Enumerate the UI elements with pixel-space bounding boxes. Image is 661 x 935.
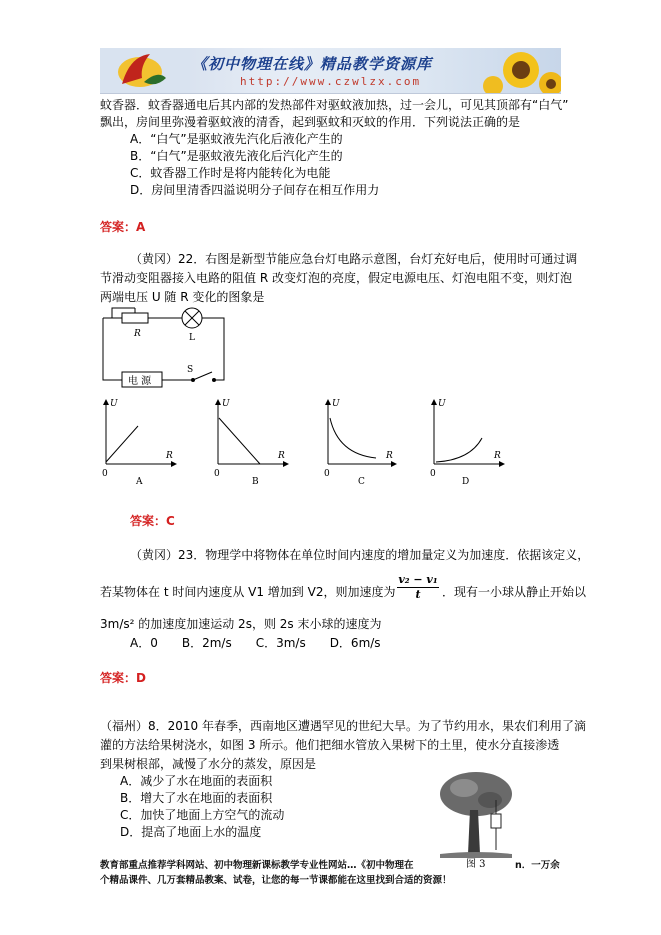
graph-a [102, 399, 174, 487]
graph-b-axis-r: R [278, 451, 285, 461]
q4-option-c: C．加快了地面上方空气的流动 [120, 808, 285, 822]
graph-c-origin: 0 [324, 469, 330, 479]
banner-title: 《初中物理在线》精品教学资源库 [192, 55, 433, 73]
q4-option-b: B．增大了水在地面的表面积 [120, 791, 273, 805]
footer-line-2: 个精品课件、几万套精品教案、试卷，让您的每一节课都能在这里找到合适的资源！ [100, 875, 452, 886]
graph-a-axis-r: R [166, 451, 173, 461]
footer-line-1: 教育部重点推荐学科网站、初中物理新课标教学专业性网站…《初中物理在 [100, 860, 414, 871]
graph-b [214, 399, 286, 487]
graph-c [324, 399, 394, 487]
graph-a-origin: 0 [102, 469, 108, 479]
graph-c-axis-r: R [386, 451, 393, 461]
drip-irrigation-figure [436, 770, 514, 868]
fraction-numerator: v₂ − v₁ [398, 573, 438, 586]
q1-line-1: 蚊香器．蚊香器通电后其内部的发热部件对驱蚊液加热，过一会儿，可见其顶部有“白气” [100, 98, 569, 112]
graph-b-axis-u: U [222, 399, 230, 409]
graph-d-origin: 0 [430, 469, 436, 479]
graph-b-curve [219, 418, 260, 464]
graph-d-curve [436, 438, 482, 462]
tree-crown [440, 772, 512, 816]
graph-b-label: B [252, 477, 259, 487]
graph-a-label: A [136, 477, 143, 487]
header-banner [100, 48, 561, 94]
q2-answer: 答案：C [130, 514, 175, 528]
q3-answer: 答案：D [100, 671, 146, 685]
q1-option-c: C．蚊香器工作时是将内能转化为电能 [130, 166, 331, 180]
q4-option-a: A．减少了水在地面的表面积 [120, 774, 273, 788]
q4-line-3: 到果树根部，减慢了水分的蒸发，原因是 [100, 757, 317, 771]
q3-line-1: （黄冈）23．物理学中将物体在单位时间内速度的增加量定义为加速度．依据该定义， [130, 548, 590, 562]
q3-line-2-pre: 若某物体在 t 时间内速度从 V1 增加到 V2，则加速度为 [100, 585, 396, 599]
graph-c-axis-u: U [332, 399, 340, 409]
sunflower-icon [481, 48, 561, 94]
u-r-graphs [100, 396, 520, 488]
rheostat-symbol [122, 313, 148, 323]
graph-a-axis-u: U [110, 399, 118, 409]
q1-line-2: 飘出，房间里弥漫着驱蚊液的清香，起到驱蚊和灭蚊的作用．下列说法正确的是 [100, 115, 521, 129]
graph-d [430, 399, 502, 487]
switch-label: S [187, 365, 194, 375]
q3-options: A．0 B．2m/s C．3m/s D．6m/s [130, 636, 381, 650]
q3-line-3: 3m/s² 的加速度加速运动 2s，则 2s 末小球的速度为 [100, 617, 382, 631]
q2-line-1: （黄冈）22．右图是新型节能应急台灯电路示意图，台灯充好电后，使用时可通过调 [130, 252, 578, 266]
acceleration-fraction [397, 573, 439, 602]
figure-label: 图 3 [466, 859, 486, 868]
graph-a-curve [106, 426, 138, 462]
fraction-denominator: t [415, 588, 421, 601]
q1-answer: 答案：A [100, 220, 146, 234]
graph-d-label: D [462, 477, 470, 487]
tree-trunk [468, 810, 480, 854]
q2-line-2: 节滑动变阻器接入电路的阻值 R 改变灯泡的亮度，假定电源电压、灯泡电阻不变，则灯泡 [100, 271, 572, 285]
q1-option-a: A．“白气”是驱蚊液先汽化后液化产生的 [130, 132, 343, 146]
rheostat-label: R [134, 329, 141, 339]
lamp-label: L [189, 333, 195, 343]
graph-b-origin: 0 [214, 469, 220, 479]
q3-line-2-post: ．现有一小球从静止开始以 [442, 585, 587, 599]
ground [440, 852, 512, 858]
graph-c-curve [330, 418, 376, 458]
circuit-diagram [100, 306, 232, 388]
graph-d-axis-u: U [438, 399, 446, 409]
source-label: 电 源 [128, 376, 152, 387]
banner-url[interactable]: http://www.czwlzx.com [240, 75, 422, 88]
q4-line-2: 灌的方法给果树浇水，如图 3 所示。他们把细水管放入果树下的土里，使水分直接渗透 [100, 738, 560, 752]
q1-option-b: B．“白气”是驱蚊液先液化后汽化产生的 [130, 149, 343, 163]
q4-line-1: （福州）8．2010 年春季，西南地区遭遇罕见的世纪大旱。为了节约用水，果农们利用了滴 [100, 719, 586, 733]
q2-line-3: 两端电压 U 随 R 变化的图象是 [100, 290, 265, 304]
q1-option-d: D．房间里清香四溢说明分子间存在相互作用力 [130, 183, 380, 197]
switch-lever [193, 372, 212, 380]
graph-d-axis-r: R [494, 451, 501, 461]
q4-option-d: D．提高了地面上水的温度 [120, 825, 262, 839]
footer-line-1-end: n．一万余 [515, 860, 560, 871]
graph-c-label: C [358, 477, 365, 487]
logo-icon [100, 48, 190, 94]
